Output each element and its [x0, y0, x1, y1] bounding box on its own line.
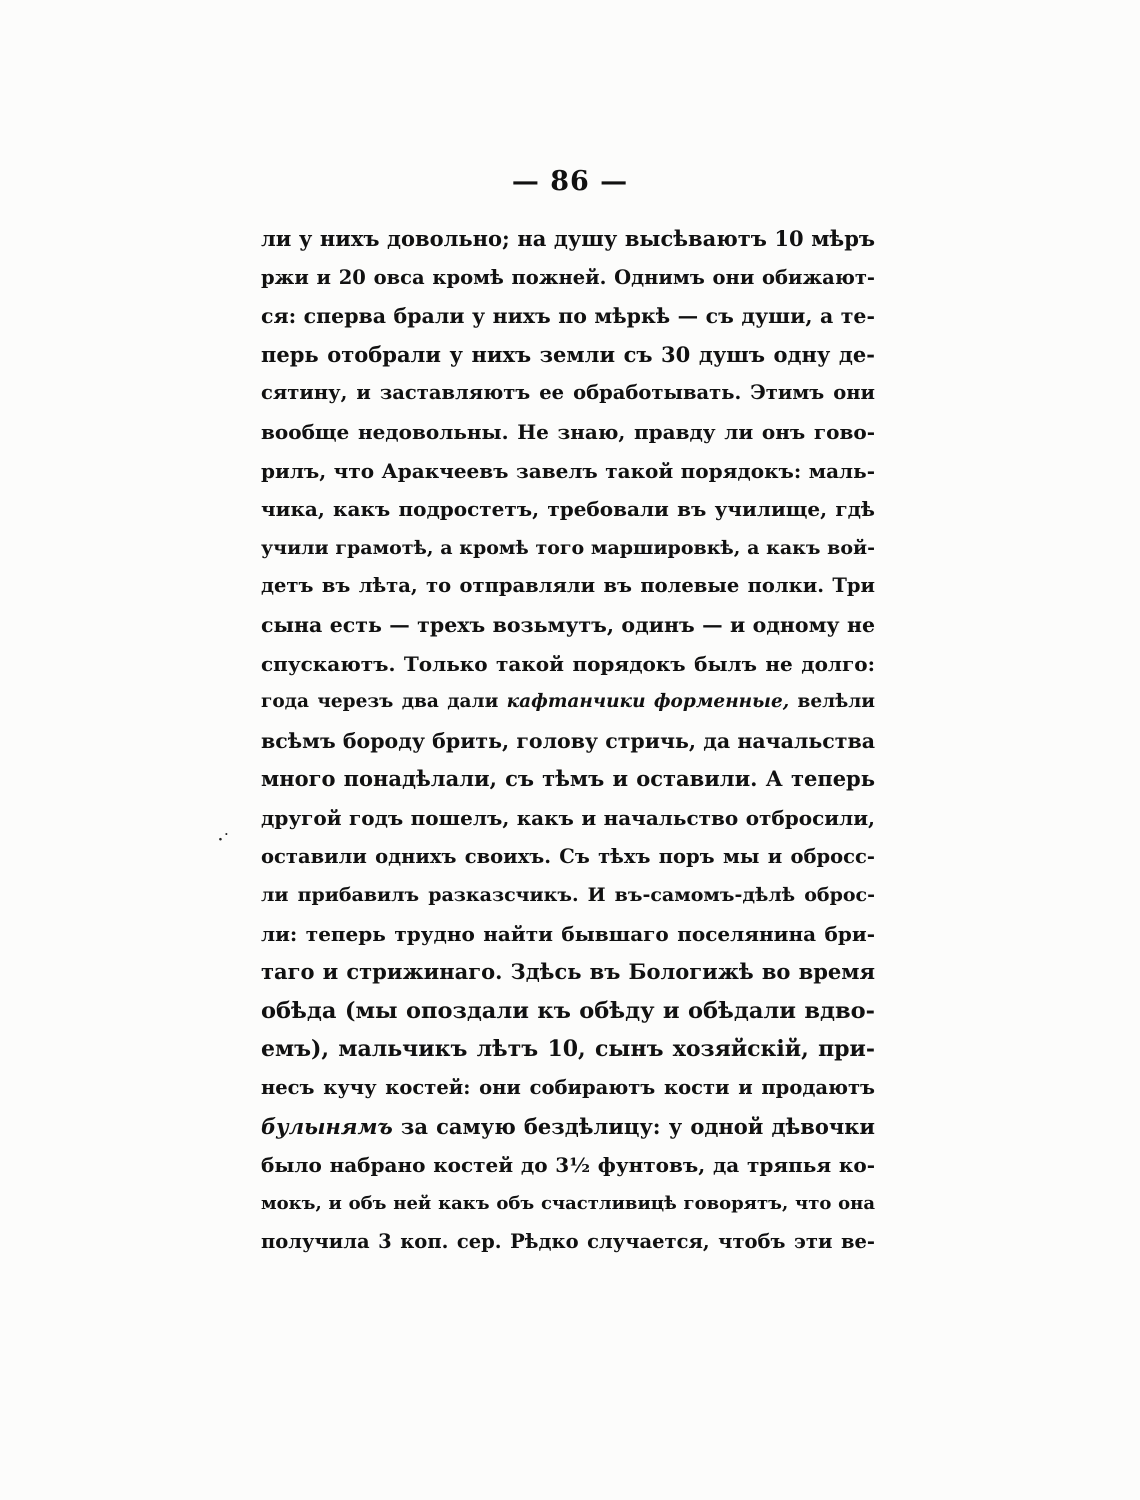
text-line-with-italic [261, 683, 875, 722]
text-line: вообще недовольны. Не знаю, правду ли онъ гово- [261, 419, 875, 444]
text-line: чика, какъ подростетъ, требовали въ училище, гдѣ [261, 497, 875, 522]
text-line: ли: теперь трудно найти бывшаго поселянина бри- [261, 921, 875, 946]
text-line: перь отобрали у нихъ земли съ 30 душъ одну де- [261, 341, 875, 367]
text-line: сына есть — трехъ возьмутъ, одинъ — и одному не [261, 612, 875, 637]
body-text [261, 220, 875, 1262]
ink-speck: ·˙ [218, 832, 230, 848]
text-line: обѣда (мы опоздали къ обѣду и обѣдали вдво- [261, 997, 875, 1024]
text-line: другой годъ пошелъ, какъ и начальство отбросили, [261, 805, 875, 830]
line-text: за самую бездѣлицу: у одной дѣвочки [392, 1113, 875, 1139]
italic-word: булынямъ [261, 1113, 393, 1139]
text-line: мокъ, и объ ней какъ объ счастливицѣ говорятъ, что она [261, 1192, 875, 1214]
line-text: года черезъ два дали [261, 691, 507, 713]
text-line: всѣмъ бороду брить, голову стричь, да начальства [261, 728, 875, 753]
text-line: было набрано костей до 3½ фунтовъ, да тряпья ко- [261, 1153, 875, 1178]
text-line: ли прибавилъ разказсчикъ. И въ-самомъ-дѣлѣ оброс- [261, 884, 875, 907]
text-line: ли у нихъ довольно; на душу высѣваютъ 10 мѣръ [261, 226, 875, 251]
text-line: емъ), мальчикъ лѣтъ 10, сынъ хозяйскій, при- [261, 1036, 875, 1063]
text-line: несъ кучу костей: они собираютъ кости и продаютъ [261, 1076, 875, 1100]
text-line: спускаютъ. Только такой порядокъ былъ не долго: [261, 651, 875, 676]
text-line: много понадѣлали, съ тѣмъ и оставили. А теперь [261, 766, 875, 792]
text-line: учили грамотѣ, а кромѣ того маршировкѣ, а какъ вой- [261, 536, 875, 559]
page-number: — 86 — [511, 166, 629, 197]
italic-phrase: кафтанчики форменные, [506, 691, 790, 713]
text-line: получила 3 коп. сер. Рѣдко случается, чтобъ эти ве- [261, 1230, 875, 1254]
text-line: ржи и 20 овса кромѣ пожней. Однимъ они обижают- [261, 265, 875, 289]
text-line: сятину, и заставляютъ ее обработывать. Этимъ они [261, 381, 875, 405]
text-line: детъ въ лѣта, то отправляли въ полевые полки. Три [261, 574, 875, 598]
text-line: ся: сперва брали у нихъ по мѣркѣ — съ души, а те- [261, 304, 875, 329]
text-line: оставили однихъ своихъ. Съ тѣхъ поръ мы и обросс- [261, 844, 875, 868]
text-line-with-italic [261, 1108, 875, 1147]
line-text: велѣли [789, 691, 875, 713]
text-line: рилъ, что Аракчеевъ завелъ такой порядокъ: маль- [261, 458, 875, 483]
text-line: таго и стрижинаго. Здѣсь въ Бологижѣ во время [261, 959, 875, 985]
